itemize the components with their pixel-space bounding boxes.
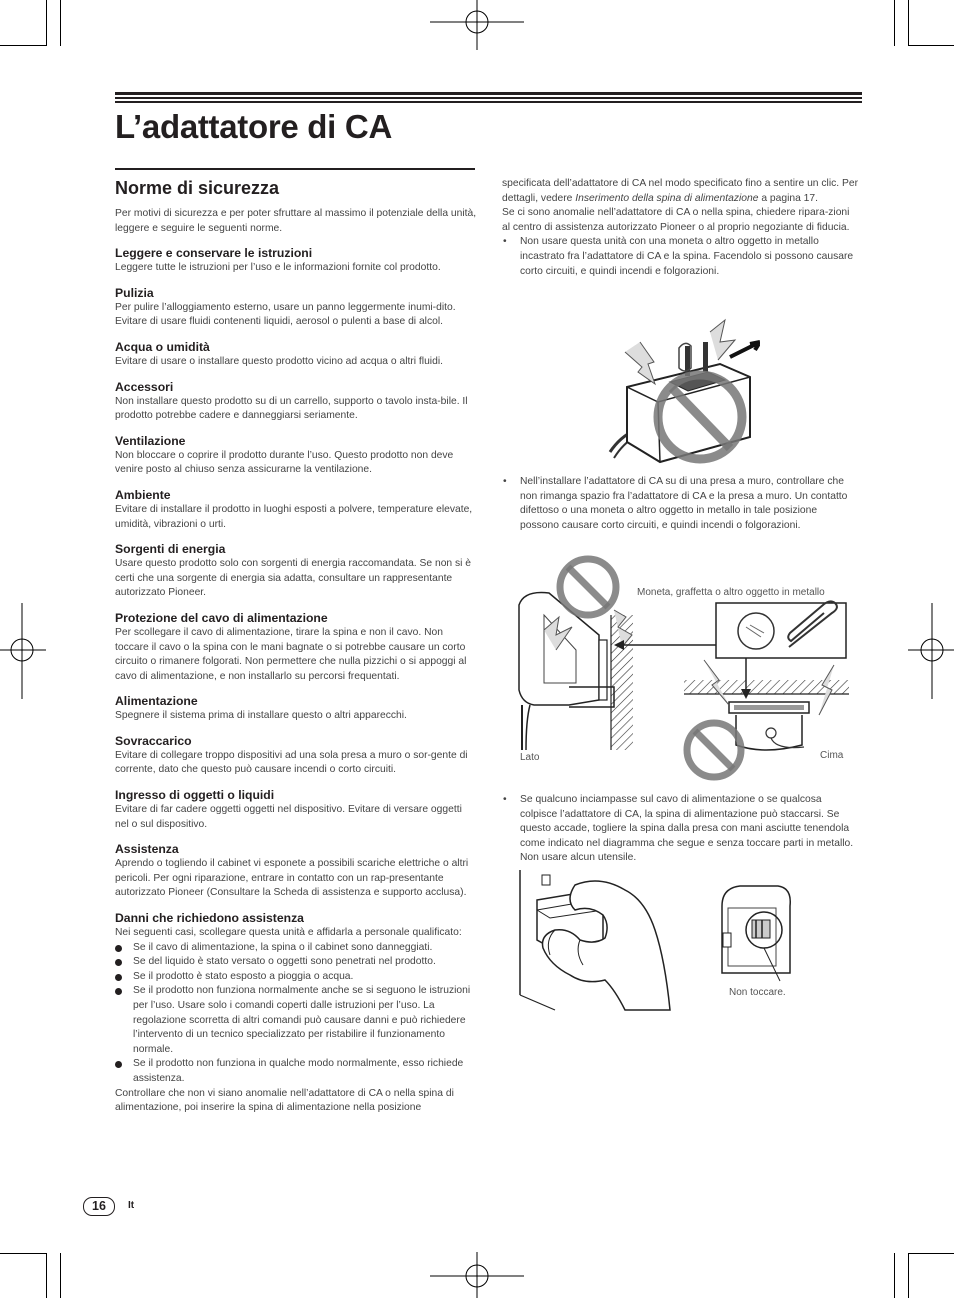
- coin-caption: Moneta, graffetta o altro oggetto in metallo: [637, 587, 825, 598]
- item-text: Non bloccare o coprire il prodotto durante l’uso. Questo prodotto non deve venire posto al chiuso senza assicurarne la ventilazione.: [115, 449, 454, 476]
- crop-mark: [60, 1253, 61, 1298]
- right-bullet-3: [502, 793, 858, 866]
- page-title: L’adattatore di CA: [115, 108, 392, 145]
- item-heading: Ingresso di oggetti o liquidi: [115, 788, 275, 803]
- bullet-dot: [115, 945, 122, 952]
- crop-mark: [60, 0, 61, 46]
- top-caption: Cima: [820, 750, 844, 761]
- item-heading: Ambiente: [115, 487, 171, 502]
- section-rule: [115, 168, 475, 170]
- damage-list: [115, 941, 477, 1087]
- registration-mark-bottom: [430, 1252, 524, 1298]
- item-text: Leggere tutte le istruzioni per l’uso e le informazioni fornite col prodotto.: [115, 262, 441, 274]
- item-text: Non installare questo prodotto su di un carrello, supporto o tavolo insta-bile. Il prodotto potrebbe cadere e danneggiarsi seriamente.: [115, 395, 468, 422]
- item-heading: Sorgenti di energia: [115, 542, 226, 557]
- item-heading: Sovraccarico: [115, 733, 192, 748]
- hand-plug-illustration: [515, 870, 675, 1012]
- continued-text: specificata dell’adattatore di CA nel modo specificato fino a sentire un clic. Per dettagli, vedere Inserimento della spina di alimentazione a pagina 17.: [502, 178, 859, 204]
- registration-mark-top: [430, 0, 524, 50]
- item-text: Per scollegare il cavo di alimentazione, tirare la spina e non il cavo. Non toccare il cavo o la spina con le mani bagnate o si potrebbe causare un corto circuito o rimanere folgorati. Non permettere che nulla pizzichi o si appoggi al cavo di alimentazione, e non installarlo su percorsi frequentati.: [115, 626, 467, 682]
- crop-mark: [908, 1253, 909, 1298]
- do-not-touch-caption: Non toccare.: [729, 987, 786, 998]
- repair-text: Se ci sono anomalie nell’adattatore di CA o nella spina, chiedere ripara-zioni al centro di assistenza autorizzato Pioneer o al proprio negoziante di fiducia.: [502, 207, 850, 233]
- item-heading: Leggere e conservare le istruzioni: [115, 246, 313, 261]
- section-title: Norme di sicurezza: [115, 178, 280, 198]
- item-text: Nei seguenti casi, scollegare questa unità e affidarla a personale qualificato:: [115, 927, 462, 939]
- cross-reference-link[interactable]: Inserimento della spina di alimentazione: [575, 192, 759, 204]
- page-number: 16: [83, 1197, 115, 1216]
- side-caption: Lato: [520, 752, 540, 763]
- item-heading: Pulizia: [115, 285, 154, 300]
- bullet-dot: [115, 1061, 122, 1068]
- registration-mark-right: [908, 603, 954, 699]
- item-heading: Danni che richiedono assistenza: [115, 911, 304, 926]
- crop-mark: [908, 45, 954, 46]
- list-item: Se il prodotto è stato esposto a pioggia o acqua.: [115, 970, 477, 985]
- list-item: • Non usare questa unità con una moneta o altro oggetto in metallo incastrato fra l’adattatore di CA e la spina. Facendolo si possono causare corto circuiti, e quindi incendi e folgorazioni.: [503, 236, 854, 277]
- left-column: [115, 207, 477, 1116]
- do-not-touch-illustration: [718, 878, 796, 983]
- list-item: • Nell’installare l’adattatore di CA su di una presa a muro, controllare che non rimanga spazio fra l’adattatore di CA e la presa a muro. Un contatto difettoso o una moneta o altro oggetto in metallo in tale posizione possono causare corto circuiti, e quindi incendi o folgorazioni.: [503, 476, 848, 531]
- right-bullet-2: [502, 475, 858, 533]
- crop-mark: [908, 1253, 954, 1254]
- title-rules: [115, 92, 862, 105]
- crop-mark: [46, 1253, 47, 1298]
- intro-text: Per motivi di sicurezza e per poter sfruttare al massimo il potenziale della unità, leggere e seguire le seguenti norme.: [115, 208, 477, 234]
- item-text: Evitare di collegare troppo dispositivi ad una sola presa a muro o sor-gente di corrente, dato che questo può causare incendi o corto circuiti.: [115, 749, 468, 776]
- list-item: Se il prodotto non funziona in qualche modo normalmente, esso richiede assistenza.: [115, 1057, 477, 1086]
- item-heading: Alimentazione: [115, 694, 198, 709]
- list-item: Se il prodotto non funziona normalmente anche se si seguono le istruzioni per l’uso. Usare solo i comandi coperti dalle istruzioni per l’uso. La regolazione scorretta di altri comandi può causare danni e può richiedere l’intervento di un tecnico specializzato per ristabilire il funzionamento normale.: [115, 984, 477, 1057]
- list-item: Se il cavo di alimentazione, la spina o il cabinet sono danneggiati.: [115, 941, 477, 956]
- adapter-coin-illustration: [600, 312, 760, 472]
- crop-mark: [894, 0, 895, 46]
- item-text: Evitare di usare o installare questo prodotto vicino ad acqua o altri fluidi.: [115, 355, 443, 367]
- crop-mark: [46, 0, 47, 46]
- language-code: It: [128, 1200, 135, 1211]
- item-text: Per pulire l’alloggiamento esterno, usare un panno leggermente inumi-dito. Evitare di usare fluidi contenenti liquidi, aerosol o pulenti a base di alcol.: [115, 301, 456, 328]
- item-text: Usare questo prodotto solo con sorgenti di energia raccomandata. Se non si è certi che una sorgente di energia sia adatta, consultare un rappresentante autorizzato Pioneer.: [115, 558, 472, 599]
- item-heading: Assistenza: [115, 842, 179, 857]
- bullet-dot: [115, 959, 122, 966]
- crop-mark: [908, 0, 909, 46]
- item-heading: Protezione del cavo di alimentazione: [115, 610, 328, 625]
- registration-mark-left: [0, 603, 46, 699]
- crop-mark: [894, 1253, 895, 1298]
- item-text: Evitare di far cadere oggetti oggetti nel dispositivo. Evitare di versare oggetti nel o sul dispositivo.: [115, 804, 462, 830]
- bullet-dot: [115, 974, 122, 981]
- list-item: • Se qualcuno inciampasse sul cavo di alimentazione o se qualcosa colpisce l’adattatore di CA, la spina di alimentazione può staccarsi. Se questo accade, togliere la spina dalla presa con mani asciutte tenendola come indicato nel diagramma che segue e senza toccare parti in metallo. Non usare alcun utensile.: [503, 794, 854, 864]
- list-item: Se del liquido è stato versato o oggetti sono penetrati nel prodotto.: [115, 955, 477, 970]
- crop-mark: [0, 45, 46, 46]
- item-text: Spegnere il sistema prima di installare questo o altri apparecchi.: [115, 710, 407, 722]
- crop-mark: [0, 1253, 46, 1254]
- closing-text: Controllare che non vi siano anomalie nell’adattatore di CA o nella spina di alimentazione, poi inserire la spina di alimentazione nella posizione: [115, 1087, 454, 1114]
- item-heading: Accessori: [115, 379, 174, 394]
- item-text: Evitare di installare il prodotto in luoghi esposti a polvere, temperature elevate, umidità, vibrazioni o urti.: [115, 503, 473, 530]
- item-text: Aprendo o togliendo il cabinet vi esponete a possibili scariche elettriche o altri pericoli. Per ogni riparazione, entrare in contatto con un rap-presentante autorizzato Pioneer (Consultare la Scheda di assistenza e supporto acclusa).: [115, 858, 469, 899]
- right-intro: [502, 177, 858, 279]
- item-heading: Acqua o umidità: [115, 339, 210, 354]
- item-heading: Ventilazione: [115, 433, 186, 448]
- bullet-dot: [115, 988, 122, 995]
